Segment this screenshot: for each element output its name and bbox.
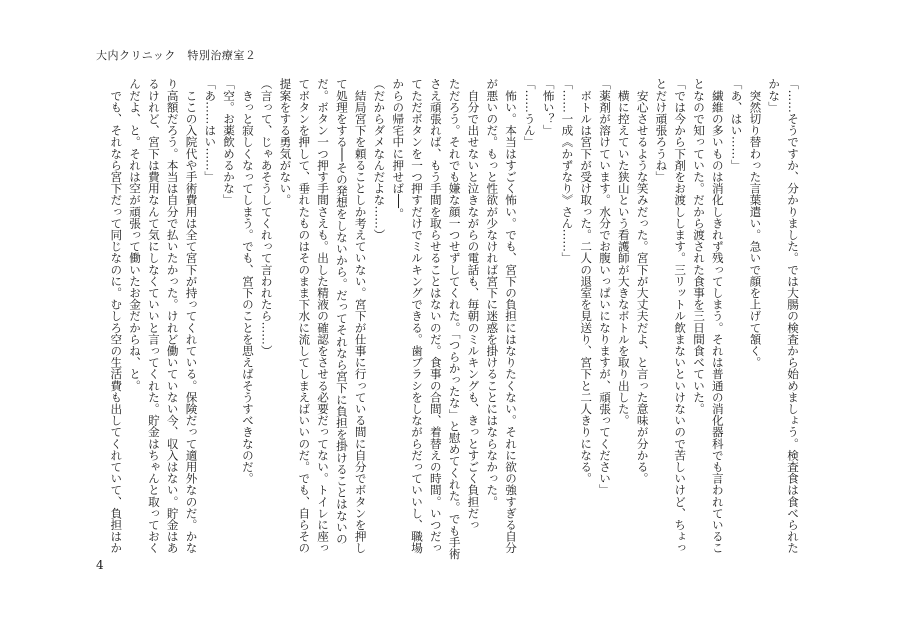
text-line: 突然切り替わった言葉遣い。急いで顔を上げて頷く。 <box>748 78 763 368</box>
text-line: 「怖い？」 <box>541 78 556 136</box>
text-line: てボタンを押して、垂れたものはそのまま下水に流してしまえばいいのだ。でも、自らその <box>297 78 312 554</box>
text-line: 怖い。本当はすごく怖い。でも、宮下の負担にはなりたくない。それに欲の強すぎる自分 <box>504 78 519 554</box>
text-line: （言って、じゃあそうしてくれって言われたら……） <box>259 78 274 357</box>
text-line: ただろう。それでも嫌な顔一つせずしてくれた。「つらかったな」と慰めてくれた。でも手術 <box>447 78 462 560</box>
text-line: んだよ、と。それは空が頑張って働いたお金だからね、と。 <box>128 78 143 392</box>
text-line: でも、それなら宮下だって同じなのに。むしろ空の生活費も出してくれていて、負担はか <box>109 78 124 554</box>
text-line: 「あ、はい……」 <box>729 78 744 171</box>
text-line: だ。ボタン一つ押す手間さえも。出した精液の確認をさせる必要だってない。トイレに座っ <box>316 78 331 554</box>
text-line: 横に控えていた狭山という看護師が大きなボトルを取り出した。 <box>616 78 631 426</box>
text-line: 「……一成《かずなり》さん……」 <box>560 78 575 264</box>
text-line: 「……そうですか、分かりました。では大腸の検査から始めましょう。検査食は食べられた <box>786 78 800 554</box>
text-line: さえ頑張れば、もう手間を取らせることはないのだ。食事の合間、着替えの時間。いつだっ <box>428 78 443 554</box>
text-line: り高額だろう。本当は自分で払いたかった。けれど働いていない今、収入はない。貯金はあ <box>165 78 180 554</box>
text-line: 安心させるような笑みだった。宮下が大丈夫だよ、と言った意味が分かる。 <box>635 78 650 484</box>
text-line: 「あ……はい……」 <box>203 78 218 183</box>
text-line: が悪いのだ。もっと性欲が少なければ宮下に迷惑を掛けることにはならなかった。 <box>485 78 500 508</box>
text-line: 提案をする勇気がない。 <box>278 78 293 206</box>
text-line: 「空。お薬飲めるかな」 <box>222 78 237 206</box>
text-line: るけれど、宮下は費用なんて気にしなくていいと言ってくれた。貯金はちゃんと取っておく <box>146 78 161 554</box>
text-line: となので知っていた。だから渡された食事を三日間食べていた。 <box>692 78 707 415</box>
text-line: 繊維の多いものは消化しきれず残ってしまう。それは普通の消化器科でも言われているこ <box>710 78 725 554</box>
running-header: 大内クリニック 特別治療室２ <box>96 49 257 62</box>
text-line: ボトルは宮下が受け取った。二人の退室を見送り、宮下と二人きりになる。 <box>579 78 594 484</box>
page-number: 4 <box>96 558 104 572</box>
text-line: ここの入院代や手術費用は全て宮下が持ってくれている。保険だって適用外なのだ。かな <box>184 78 199 554</box>
text-line: 「では今から下剤をお渡しします。三リットル飲まないといけないので苦しいけど、ちょっ <box>673 78 688 554</box>
text-line: 「薬剤が溶けています。水分でお腹いっぱいになりますが、頑張ってください」 <box>598 78 613 496</box>
body-text <box>96 78 802 560</box>
text-line: てただボタンを一つ押すだけでミルキングできる。歯ブラシをしながらだっていいし、職場 <box>410 78 425 554</box>
text-line: て処理をする──その発想をしないから。だってそれなら宮下に負担を掛けることはないの <box>334 78 349 545</box>
text-line: 結局宮下を頼ることしか考えていない。宮下が仕事に行っている間に自分でボタンを押し <box>353 78 368 554</box>
text-line: 「……うん」 <box>522 78 537 148</box>
text-line: からの帰宅中に押せば──。 <box>391 78 406 220</box>
text-line: きっと寂しくなってしまう。でも、宮下のことを思えばそうすべきなのだ。 <box>240 78 255 484</box>
text-line: 自分で出せないと泣きながらの電話も、毎朝のミルキングも、きっとすごく負担だっ <box>466 78 481 531</box>
text-line: とだけ頑張ろうね」 <box>654 78 669 183</box>
text-line: かな」 <box>767 78 782 113</box>
text-line: （だからダメなんだよな……） <box>372 78 387 241</box>
